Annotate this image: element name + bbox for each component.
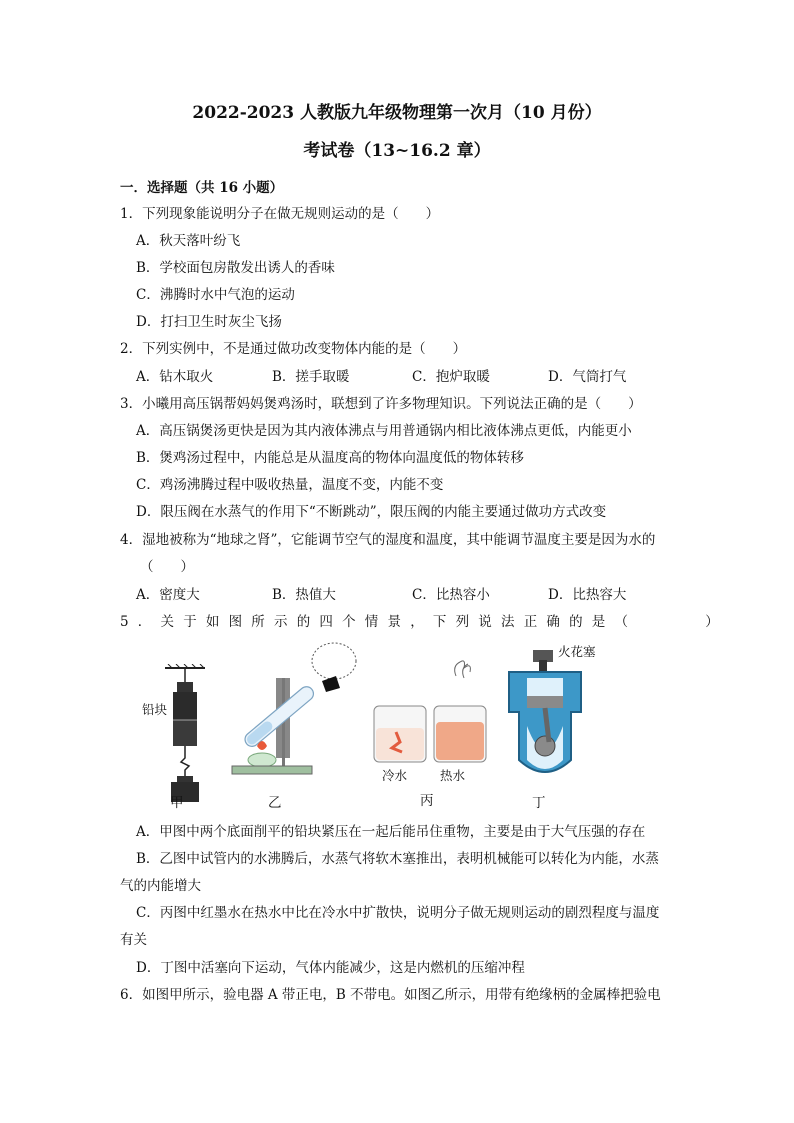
figure-label-yi: 乙 (268, 795, 282, 811)
q2-option-b: B．搓手取暖 (272, 369, 350, 385)
q5-option-a: A．甲图中两个底面削平的铅块紧压在一起后能吊住重物，主要是由于大气压强的存在 (136, 824, 646, 840)
q4-option-b: B．热值大 (272, 587, 336, 603)
exam-title: 2022-2023 人教版九年级物理第一次月（10 月份） (192, 103, 602, 123)
lead-block-label: 铅块 (142, 702, 168, 717)
cold-water-label: 冷水 (382, 768, 408, 783)
q3-stem: 3．小曦用高压锅帮妈妈煲鸡汤时，联想到了许多物理知识。下列说法正确的是（ ） (120, 396, 642, 412)
q1-option-a: A．秋天落叶纷飞 (136, 233, 241, 249)
spark-plug-label: 火花塞 (558, 644, 596, 659)
q5-option-c: C．丙图中红墨水在热水中比在冷水中扩散快，说明分子做无规则运动的剧烈程度与温度 (136, 905, 660, 921)
q4-option-a: A．密度大 (136, 587, 200, 603)
q2-stem: 2．下列实例中，不是通过做功改变物体内能的是（ ） (120, 341, 467, 357)
section-heading: 一．选择题（共 16 小题） (120, 180, 284, 196)
figure-label-bing: 丙 (420, 793, 434, 809)
q1-option-d: D．打扫卫生时灰尘飞扬 (136, 314, 282, 330)
q3-option-b: B．煲鸡汤过程中，内能总是从温度高的物体向温度低的物体转移 (136, 450, 524, 466)
beakers-illustration (368, 656, 508, 766)
q5-option-b: B．乙图中试管内的水沸腾后，水蒸气将软木塞推出，表明机械能可以转化为内能，水蒸 (136, 851, 659, 867)
q2-option-c: C．抱炉取暖 (412, 369, 490, 385)
q5-stem: 5．关于如图所示的四个情景，下列说法正确的是（ ） (120, 614, 728, 630)
q3-option-a: A．高压锅煲汤更快是因为其内液体沸点与用普通锅内相比液体沸点更低，内能更小 (136, 423, 632, 439)
q1-option-b: B．学校面包房散发出诱人的香味 (136, 260, 335, 276)
lead-blocks-illustration (160, 664, 210, 804)
q4-stem: 4．湿地被称为“地球之肾”，它能调节空气的湿度和温度，其中能调节温度主要是因为水的 (120, 532, 656, 548)
hot-water-label: 热水 (440, 768, 466, 783)
q3-option-c: C．鸡汤沸腾过程中吸收热量，温度不变，内能不变 (136, 477, 444, 493)
q1-stem: 1．下列现象能说明分子在做无规则运动的是（ ） (120, 206, 440, 222)
q3-option-d: D．限压阀在水蒸气的作用下“不断跳动”，限压阀的内能主要通过做功方式改变 (136, 504, 607, 520)
q5-option-c-cont: 有关 (120, 932, 147, 948)
q5-option-d: D．丁图中活塞向下运动，气体内能减少，这是内燃机的压缩冲程 (136, 960, 525, 976)
figure-label-ding: 丁 (532, 795, 546, 811)
q6-stem: 6．如图甲所示，验电器 A 带正电，B 不带电。如图乙所示，用带有绝缘柄的金属棒把验电 (120, 987, 661, 1003)
figure-label-jia: 甲 (170, 795, 184, 811)
q5-option-b-cont: 气的内能增大 (120, 878, 201, 894)
engine-illustration (505, 650, 585, 784)
q4-option-c: C．比热容小 (412, 587, 490, 603)
q2-option-a: A．钻木取火 (136, 369, 214, 385)
exam-subtitle: 考试卷（13~16.2 章） (303, 141, 491, 161)
q4-blank: （ ） (140, 559, 194, 575)
q1-option-c: C．沸腾时水中气泡的运动 (136, 287, 295, 303)
q4-option-d: D．比热容大 (548, 587, 627, 603)
q5-figure (130, 636, 690, 811)
q2-option-d: D．气筒打气 (548, 369, 627, 385)
test-tube-illustration (222, 636, 362, 776)
